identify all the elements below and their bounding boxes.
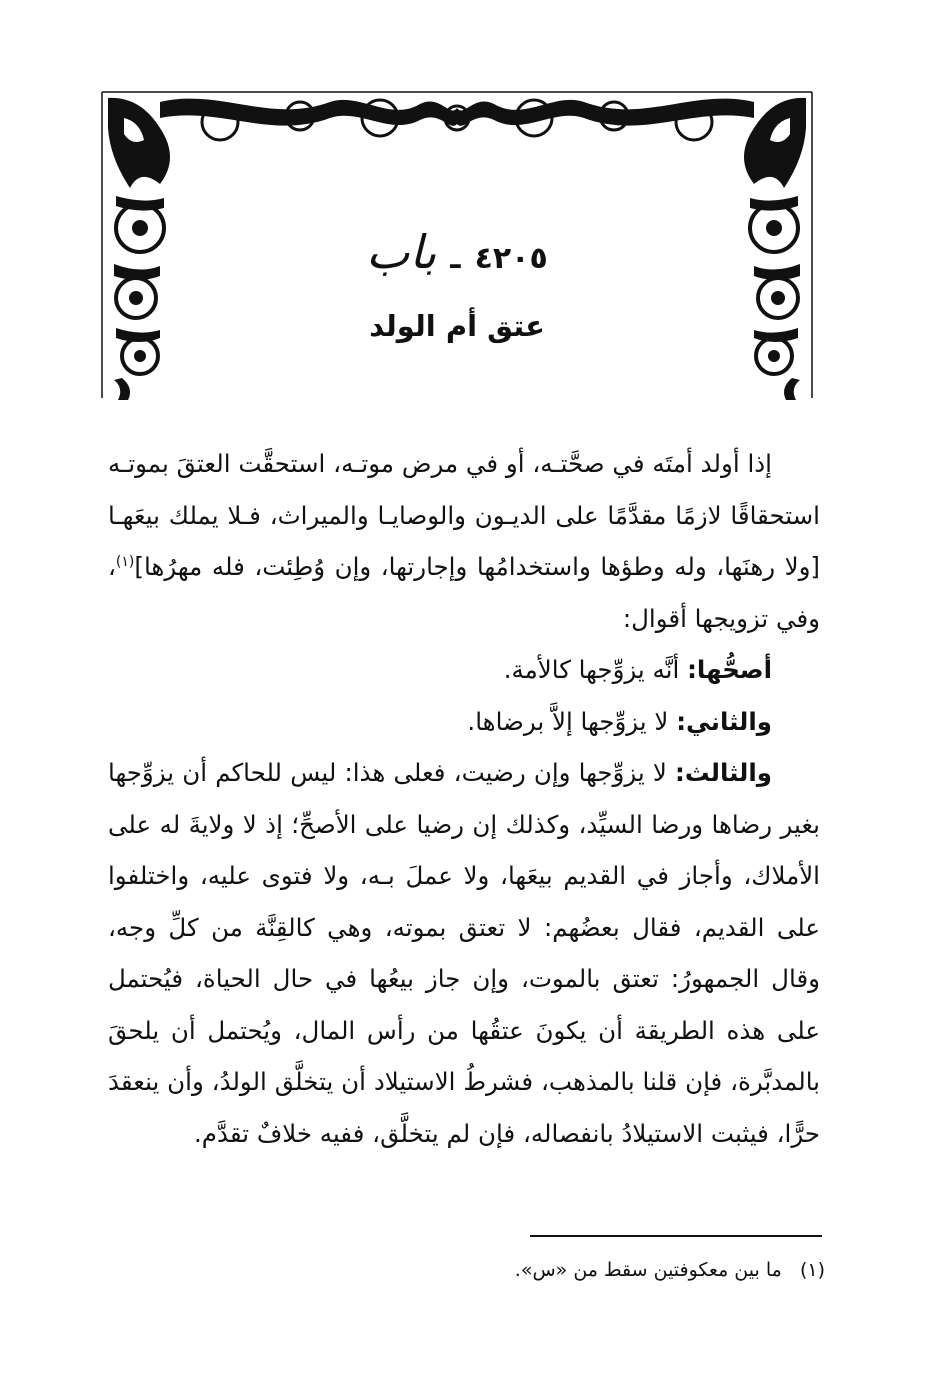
opinion-label: أصحُّها: (687, 655, 772, 684)
opinion-3 (108, 747, 820, 1159)
opinion-label: والثاني: (676, 706, 772, 736)
footnote-number: (١) (799, 1259, 825, 1281)
intro-text: إذا أولد أمتَه في صحَّتـه، أو في مرض موتـه، استحقَّت العتقَ بموتـه استحقاقًا لازمًا مقدَّمًا على الديـون والوصايـا والميراث، فـلا يملك بيعَهـا [ولا رهنَها، وله وطؤها واستخدامُها وإجارتها، وإن وُطِئت، فله مهرُها] (108, 449, 820, 581)
footnote-marker: (١) (115, 553, 135, 570)
opinion-label: والثالث: (675, 758, 772, 787)
opinion-2 (108, 696, 820, 748)
opinion-text: لا يزوِّجها إلاَّ برضاها. (467, 706, 669, 736)
chapter-title: عتق أم الولد (369, 309, 545, 343)
main-text (108, 438, 820, 1159)
chapter-heading (100, 222, 814, 289)
opinion-text: أنَّه يزوِّجها كالأمة. (503, 655, 680, 684)
footnote-text: ما بين معكوفتين سقط من «س». (514, 1259, 782, 1281)
intro-paragraph (108, 438, 820, 644)
opinion-text: لا يزوِّجها وإن رضيت، فعلى هذا: ليس للحاكم أن يزوِّجها بغير رضاها ورضا السيِّد، وكذلك إن رضيا على الأصحِّ؛ إذ لا ولايةَ له على الأملاك، وأجاز في القديم بيعَها، ولا عملَ بـه، ولا فتوى عليه، واختلفوا على القديم، فقال بعضُهم: لا تعتق بموته، وهي كالقِنَّة من كلِّ وجه، وقال الجمهورُ: تعتق بالموت، وإن جاز بيعُها في حال الحياة، فيُحتمل على هذه الطريقة أن يكونَ عتقُها من رأس المال، ويُحتمل أن يلحقَ بالمدبَّرة، فإن قلنا بالمذهب، فشرطُ الاستيلاد أن يتخلَّق الولدُ، وأن ينعقدَ حرًّا، فيثبت الاستيلادُ بانفصاله، فإن لم يتخلَّق، ففيه خلافٌ تقدَّم. (108, 758, 820, 1148)
footnote (515, 1255, 825, 1285)
opinion-1 (108, 644, 820, 696)
footnote-divider (530, 1235, 822, 1237)
chapter-number: ٤٢٠٥ (474, 241, 548, 276)
intro-end-text: ، وفي تزويجها أقوال: (108, 552, 820, 633)
chapter-separator: ـ (450, 241, 461, 276)
chapter-word: باب (366, 225, 437, 279)
